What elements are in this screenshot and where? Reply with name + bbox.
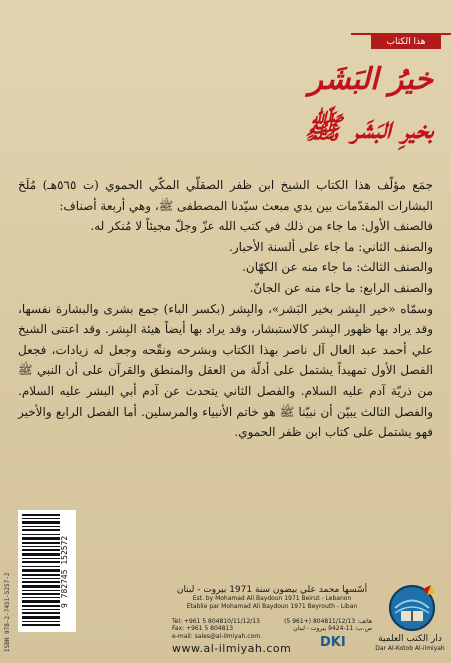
- paragraph-type-3: والصنف الثالث: ما جاء منه عن الكهّان.: [242, 260, 433, 275]
- paragraph-type-4: والصنف الرابع: ما جاء منه عن الجانّ.: [249, 280, 433, 295]
- paragraph-summary: وسمّاه «خير البِشر بخير البَشر»، والبِشر (بكسر الباء) جمع بشرى والبشارة نفسها، وقد يراد بها ظهور البِشر كالاستبشار، وقد يراد بها أيضاً هيئة البِشر. وقد اعتنى الشيخ علي أحمد عبد العال آل ناصر بهذا الكتاب وبشرحه ونقّحه وجعل له زيادات، فجعل الفصل الأول تمهيداً يشتمل على أدلّة من العقل والمنطق والقرآن على أن النبي ﷺ من ذريّة آدم عليه السلام. والفصل الثاني يتحدث عن آدم أبي البشر عليه السلام. والفصل الثالث يبيّن أن نبيّنا ﷺ هو خاتم الأنبياء والمرسلين. أما الفصل الرابع والأخير فهو يشتمل على كتاب ابن ظفر الحموي.: [18, 301, 433, 440]
- book-title-line-2: بخيرِ البَشَر ﷺ: [304, 111, 433, 146]
- publisher-emblem-icon: [387, 583, 437, 633]
- contact-line: هاتف: 804811/12/13 (+961 5): [284, 618, 372, 625]
- publisher-etablie-line: Établie par Mohamad Ali Baydoun 1971 Beyrouth - Liban: [186, 603, 358, 610]
- contact-line: ص.ب: 11-9424 بيروت - لبنان: [293, 625, 372, 632]
- contact-line: Fax: +961 5 804813: [172, 625, 234, 632]
- dki-logo: DKI: [320, 635, 346, 650]
- paragraph-type-2: والصنف الثاني: ما جاء على ألسنة الأحبار.: [229, 239, 433, 254]
- section-label: هذا الكتاب: [371, 35, 441, 49]
- contact-line: Tel: +961 5 804810/11/12/13: [172, 618, 260, 625]
- contacts-left: [172, 618, 268, 632]
- sales-email[interactable]: e-mail: sales@al-ilmiyah.com: [172, 633, 261, 640]
- publisher-est-line: Est. by Mohamad Ali Baydoun 1971 Beirut - Lebanon: [192, 595, 352, 602]
- barcode-digits: 9 782745 152572: [60, 535, 69, 609]
- website-link[interactable]: www.al-ilmiyah.com: [172, 642, 292, 655]
- publisher-arabic-line: أسّسها محمد علي بيضون سنة 1971 بيروت - لبنان: [176, 585, 368, 595]
- contacts-right: [276, 618, 372, 632]
- paragraph-type-1: فالصنف الأول: ما جاء من ذلك في كتب الله عزّ وجلّ مجيئاً لا مُنكر له.: [90, 219, 433, 234]
- description-text: [18, 175, 433, 443]
- emblem-caption-english: Dar Al-Kotob Al-ilmiyah: [375, 645, 445, 652]
- publisher-contacts: [172, 618, 372, 632]
- emblem-caption-arabic: دار الكتب العلمية: [378, 634, 442, 644]
- book-title-line-1: خيرُ البَشَر: [308, 62, 433, 97]
- publisher-info: [172, 585, 372, 611]
- paragraph-intro: جمَع مؤلّف هذا الكتاب الشيخ ابن ظفر الصقلّي المكّي الحموي (ت ٥٦٥هـ) مُلَحَ البشارات المقدّمات بين يدي مبعث سيّدنا المصطفى ﷺ، وهي أربعة أصناف:: [18, 178, 433, 213]
- isbn-side-text: ISBN 978-2-7451-5257-2: [4, 572, 11, 652]
